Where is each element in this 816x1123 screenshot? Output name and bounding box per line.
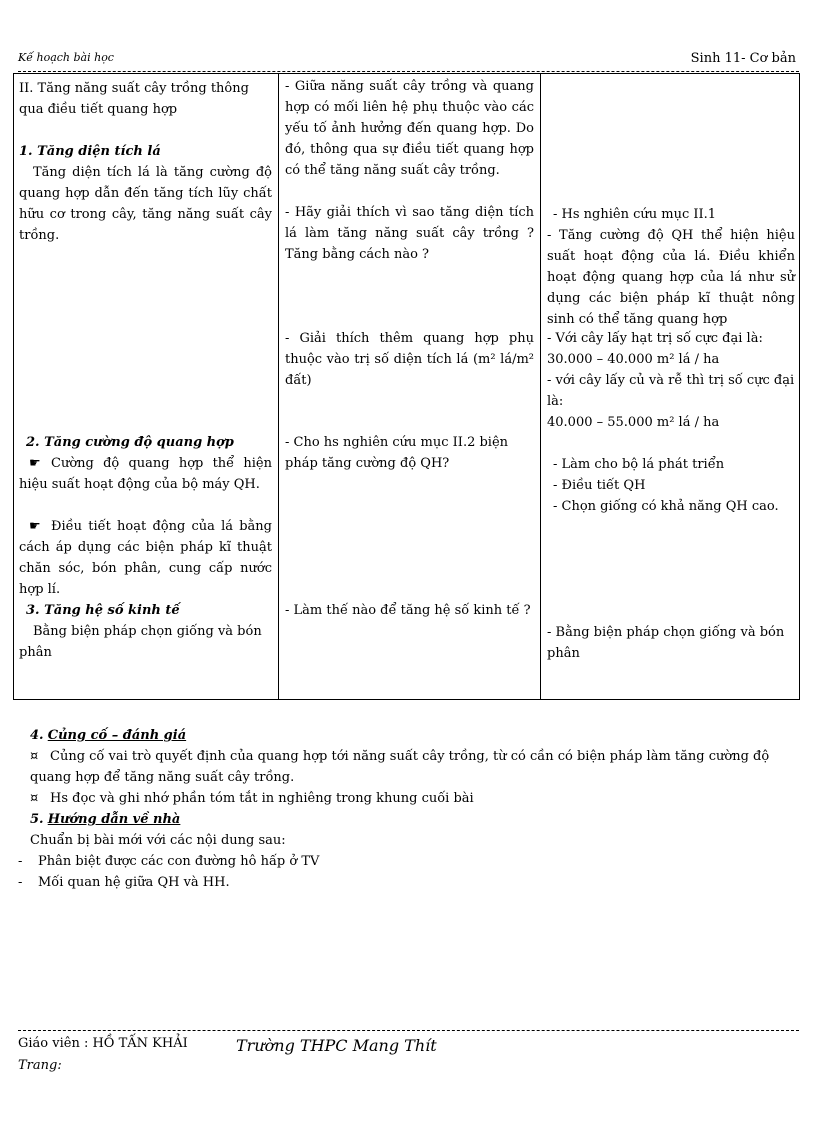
bullet-2: [19, 516, 272, 600]
bullet-2-text: Điều tiết hoạt động của lá bằng cách áp dụng các biện pháp kĩ thuật chăn sóc, bón phân, cung cấp nước hợp lí.: [19, 519, 272, 597]
section-5-title: Hướng dẫn về nhà: [47, 812, 181, 827]
heading-2: 2. Tăng cường độ quang hợp: [26, 435, 234, 450]
page-label: Trang:: [18, 1058, 62, 1073]
section-5-item-2-text: Mối quan hệ giữa QH và HH.: [38, 875, 230, 890]
section-4-heading: [30, 725, 810, 746]
pointing-hand-icon: ☛: [29, 456, 41, 471]
header-right: Sinh 11- Cơ bản: [690, 51, 796, 66]
section-5-heading: [30, 809, 810, 830]
teacher-note-4: - Cho hs nghiên cứu mục II.2 biện pháp tăng cường độ QH?: [285, 435, 509, 471]
currency-sign-icon: ¤: [30, 791, 39, 806]
column-student: [540, 74, 801, 699]
student-note-3: - Với cây lấy hạt trị số cực đại là:: [547, 331, 763, 346]
column-teacher: [278, 74, 540, 699]
teacher-note-5: - Làm thế nào để tăng hệ số kinh tế ?: [285, 603, 531, 618]
section-5-intro: Chuẩn bị bài mới với các nội dung sau:: [30, 833, 286, 848]
section-4-item-1-text: Củng cố vai trò quyết định của quang hợp tới năng suất cây trồng, từ có cần có biện pháp làm tăng cường độ quang hợp để tăng năng suất cây trồng.: [30, 749, 770, 785]
teacher-note-1: - Giữa năng suất cây trồng và quang hợp có mối liên hệ phụ thuộc vào các yếu tố ảnh hưởng đến quang hợp. Do đó, thông qua sự điều tiết quang hợp có thể tăng năng suất cây trồng.: [285, 79, 534, 178]
student-note-3b: 30.000 – 40.000 m² lá / ha: [547, 352, 720, 367]
section-5-item-1-text: Phân biệt được các con đường hô hấp ở TV: [38, 854, 320, 869]
student-note-6: - Điều tiết QH: [553, 478, 646, 493]
lesson-table: [13, 73, 800, 700]
paragraph-3: Bằng biện pháp chọn giống và bón phân: [19, 624, 262, 660]
heading-1: 1. Tăng diện tích lá: [19, 144, 161, 159]
section-4-item-2: [30, 788, 810, 809]
student-note-4: - với cây lấy củ và rễ thì trị số cực đại là:: [547, 373, 795, 409]
section-5-number: 5.: [30, 812, 44, 827]
section-5-item-1: - Phân biệt được các con đường hô hấp ở TV: [18, 854, 320, 869]
section-5-item-2: - Mối quan hệ giữa QH và HH.: [18, 875, 230, 890]
section-4-item-1: [30, 746, 798, 788]
section-4-number: 4.: [30, 728, 44, 743]
student-note-8: - Bằng biện pháp chọn giống và bón phân: [547, 625, 785, 661]
section-4-title: Củng cố – đánh giá: [47, 728, 187, 743]
section-4-item-2-text: Hs đọc và ghi nhớ phần tóm tắt in nghiêng trong khung cuối bài: [50, 791, 474, 806]
teacher-name: Giáo viên : HỒ TẤN KHẢI: [18, 1036, 188, 1051]
student-note-5: - Làm cho bộ lá phát triển: [553, 457, 725, 472]
student-note-7: - Chọn giống có khả năng QH cao.: [553, 499, 779, 514]
school-signature: Trường THPC Mang Thít: [236, 1036, 437, 1055]
column-content: [14, 74, 278, 699]
heading-3: 3. Tăng hệ số kinh tế: [26, 603, 180, 618]
header-left: Kế hoạch bài học: [18, 51, 114, 64]
paragraph-1: Tăng diện tích lá là tăng cường độ quang hợp dẫn đến tăng tích lũy chất hữu cơ trong cây, tăng năng suất cây trồng.: [19, 165, 272, 243]
header-divider: [18, 71, 799, 72]
bullet-1: [19, 453, 272, 495]
currency-sign-icon: ¤: [30, 749, 39, 764]
teacher-note-3: - Giải thích thêm quang hợp phụ thuộc vào trị số diện tích lá (m² lá/m² đất): [285, 331, 534, 388]
student-note-4b: 40.000 – 55.000 m² lá / ha: [547, 415, 720, 430]
teacher-note-2: - Hãy giải thích vì sao tăng diện tích lá làm tăng năng suất cây trồng ? Tăng bằng cách nào ?: [285, 205, 534, 262]
student-note-1: - Hs nghiên cứu mục II.1: [553, 207, 717, 222]
bullet-1-text: Cường độ quang hợp thể hiện hiệu suất hoạt động của bộ máy QH.: [19, 456, 272, 492]
section-title: II. Tăng năng suất cây trồng thông qua điều tiết quang hợp: [19, 81, 249, 117]
student-note-2: - Tăng cường độ QH thể hiện hiệu suất hoạt động của lá. Điều khiển hoạt động quang hợp của lá như sử dụng các biện pháp kĩ thuật nông sinh có thể tăng quang hợp: [547, 228, 795, 327]
footer-divider: [18, 1030, 799, 1031]
pointing-hand-icon: ☛: [29, 519, 41, 534]
